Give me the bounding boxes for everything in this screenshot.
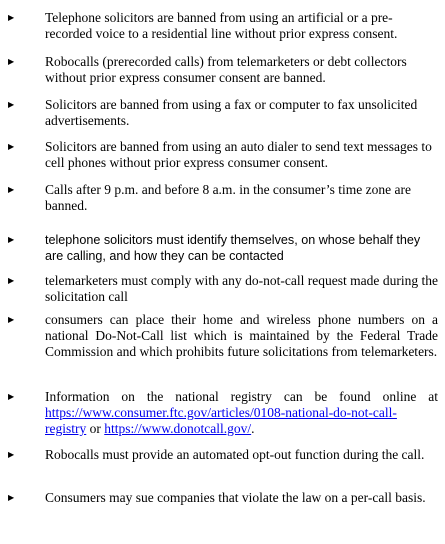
list-item-text: Robocalls (prerecorded calls) from telemarketers or debt collectors without prior express consumer consent are banned. <box>45 54 407 85</box>
list-item-text: telephone solicitors must identify themselves, on whose behalf they are calling, and how they can be contacted <box>45 233 421 263</box>
list-item-text: Telephone solicitors are banned from using an artificial or a pre-recorded voice to a residential line without prior express consent. <box>45 10 398 41</box>
bullet-icon: ▶ <box>8 450 15 459</box>
list-item-text: Solicitors are banned from using an auto dialer to send text messages to cell phones without prior express consumer consent. <box>45 139 432 170</box>
ftc-registry-link[interactable]: https://www.consumer.ftc.gov/articles/0108-national-do-not-call-registry <box>45 405 397 436</box>
bullet-icon: ▶ <box>8 276 15 285</box>
list-item-text: Calls after 9 p.m. and before 8 a.m. in the consumer’s time zone are banned. <box>45 182 412 213</box>
bullet-icon: ▶ <box>8 142 15 151</box>
bullet-icon: ▶ <box>8 100 15 109</box>
sentence-period: . <box>251 421 255 436</box>
bullet-icon: ▶ <box>8 13 15 22</box>
donotcall-link[interactable]: https://www.donotcall.gov/ <box>104 421 252 436</box>
list-item-text: Consumers may sue companies that violate the law on a per-call basis. <box>45 490 426 505</box>
bullet-icon: ▶ <box>8 235 15 244</box>
bullet-icon: ▶ <box>8 315 15 324</box>
bullet-icon: ▶ <box>8 493 15 502</box>
bullet-icon: ▶ <box>8 392 15 401</box>
list-item-text: Robocalls must provide an automated opt-out function during the call. <box>45 447 425 462</box>
list-item-text: telemarketers must comply with any do-not-call request made during the solicitation call <box>45 273 438 304</box>
bullet-icon: ▶ <box>8 185 15 194</box>
registry-info-text: Information on the national registry can be found online at <box>45 389 438 404</box>
bullet-icon: ▶ <box>8 57 15 66</box>
list-item-text: consumers can place their home and wireless phone numbers on a national Do-Not-Call list which is maintained by the Federal Trade Commission and which prohibits future solicitations from telemarketers. <box>45 312 438 359</box>
list-item-text <box>45 389 438 437</box>
list-item-text: Solicitors are banned from using a fax or computer to fax unsolicited advertisements. <box>45 97 418 128</box>
link-separator: or <box>86 421 105 436</box>
